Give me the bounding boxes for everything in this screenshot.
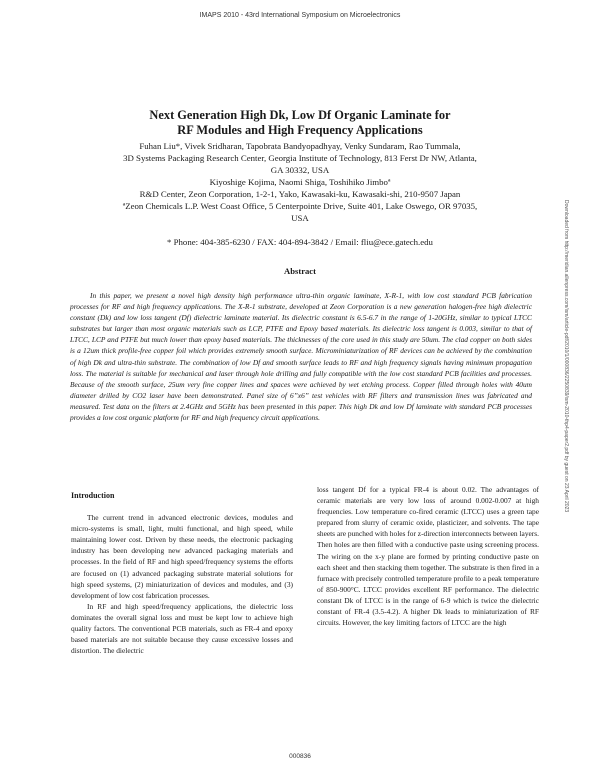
download-watermark: [561, 200, 570, 600]
affiliation-line: GA 30332, USA: [270, 165, 330, 175]
title-line-2: RF Modules and High Frequency Applications: [177, 123, 423, 137]
affiliation-line: R&D Center, Zeon Corporation, 1-2-1, Yako, Kawasaki-ku, Kawasaki-shi, 210-9507 Japan: [139, 189, 461, 199]
body-paragraph: The current trend in advanced electronic devices, modules and micro-systems is small, light, multi functional, and high speed, while maintaining lower cost. Driven by these needs, the electronic packaging industry has been developing new advanced packaging materials and processes. In the field of RF and high speed/frequency systems the efforts are focused on (1) advanced packaging substrate material solutions for high speed systems, (2) miniaturization of devices and modules, and (3) development of low cost fabrication processes.: [71, 513, 293, 600]
introduction-heading: Introduction: [71, 491, 115, 500]
download-watermark-text: Downloaded from http://meridian.allenpress.com/ism/article-pdf/2010/1/000836/2250839/ism-2010-thp4-paper2.pdf by guest on 23 April 2023: [563, 200, 569, 513]
left-column: [71, 490, 293, 656]
body-paragraph: loss tangent Df for a typical FR-4 is about 0.02. The advantages of ceramic materials are very low loss of around 0.002-0.007 at high frequencies. Low temperature co-fired ceramic (LTCC) uses a green tape prepared from slurry of ceramic oxide, plasticizer, and solvents. The tape sheets are punched with holes for z-direction interconnects between layers. Then holes are then filled with a conductive paste using screening process. The wiring on the x-y plane are formed by printing conductive paste on each sheet and then stacking them together. The substrate is then fired in a furnace with precisely controlled temperature profile to a peak temperature of 850-900°C. LTCC provides excellent RF performance. The dielectric constant Dk of LTCC is in the range of 6-9 which is twice the dielectric constant of FR-4 (3.5-4.2). A higher Dk leads to miniaturization of RF circuits. However, the key limiting factors of LTCC are the high: [317, 485, 539, 628]
page-number: 000836: [289, 753, 311, 760]
affiliation-line: ªZeon Chemicals L.P. West Coast Office, 5 Centerpointe Drive, Suite 401, Lake Oswego, OR 97035,: [122, 201, 478, 211]
right-column: [317, 484, 539, 628]
affiliation-line: USA: [291, 213, 309, 223]
conference-header: IMAPS 2010 - 43rd International Symposium on Microelectronics: [199, 12, 401, 19]
author-line: Fuhan Liu*, Vivek Sridharan, Tapobrata Bandyopadhyay, Venky Sundaram, Rao Tummala,: [139, 141, 461, 151]
body-paragraph: In RF and high speed/frequency applications, the dielectric loss dominates the overall signal loss and must be kept low to achieve high quality factors. The conventional PCB materials, such as FR-4 and epoxy based materials are not suitable because they cause excessive losses and distortion. The dielectric: [71, 601, 293, 656]
author-line: Kiyoshige Kojima, Naomi Shiga, Toshihiko Jimboª: [209, 177, 391, 187]
paper-title: [60, 108, 540, 138]
abstract-heading: Abstract: [284, 266, 316, 276]
contact-info: * Phone: 404-385-6230 / FAX: 404-894-3842 / Email: fliu@ece.gatech.edu: [167, 237, 433, 247]
title-line-1: Next Generation High Dk, Low Df Organic Laminate for: [149, 108, 451, 122]
abstract-text: In this paper, we present a novel high density high performance ultra-thin organic laminate, X-R-1, with low cost standard PCB fabrication processes for RF and high frequency applications. The X-R-1 substrate, developed at Zeon Corporation is a new generation halogen-free high dielectric constant (Dk) and low loss tangent (Df) dielectric laminate material. Its dielectric constant is 6.5-6.7 in the range of 1-20GHz, similar to typical LTCC substrates but larger than most organic materials such as LCP, PTFE and Epoxy based materials. Its dielectric loss tangent is 0.003, similar to that of LTCC, LCP and PTFE but much lower than epoxy based materials. The thicknesses of the core used in this study are 50um. The clad copper on both sides is a 12um thick profile-free copper foil which provides extremely smooth surface. Microminiaturization of RF devices can be achieved by the combination of high Dk and ultra-thin substrate. The combination of low Df and smooth surface leads to RF and high frequency signals having minimum propagation loss. The material is suitable for mechanical and laser through hole drilling and fully compatible with the low cost standard PCB facilities and processes. Because of the smooth surface, 25um very fine copper lines and spaces were achieved by wet etching process. Copper filled through holes with 40um diameter drilled by CO2 laser have been demonstrated. Panel size of 6”x6” test vehicles with RF filters and transmission lines was fabricated and measured. Test data on the filters at 2.4GHz and 5GHz has been presented in this paper. This high Dk and low Df laminate with standard PCB processes provides a low cost organic platform for RF and high frequency circuit applications.: [70, 291, 532, 423]
author-block: [60, 140, 540, 224]
affiliation-line: 3D Systems Packaging Research Center, Georgia Institute of Technology, 813 Ferst Dr NW, Atlanta,: [123, 153, 477, 163]
